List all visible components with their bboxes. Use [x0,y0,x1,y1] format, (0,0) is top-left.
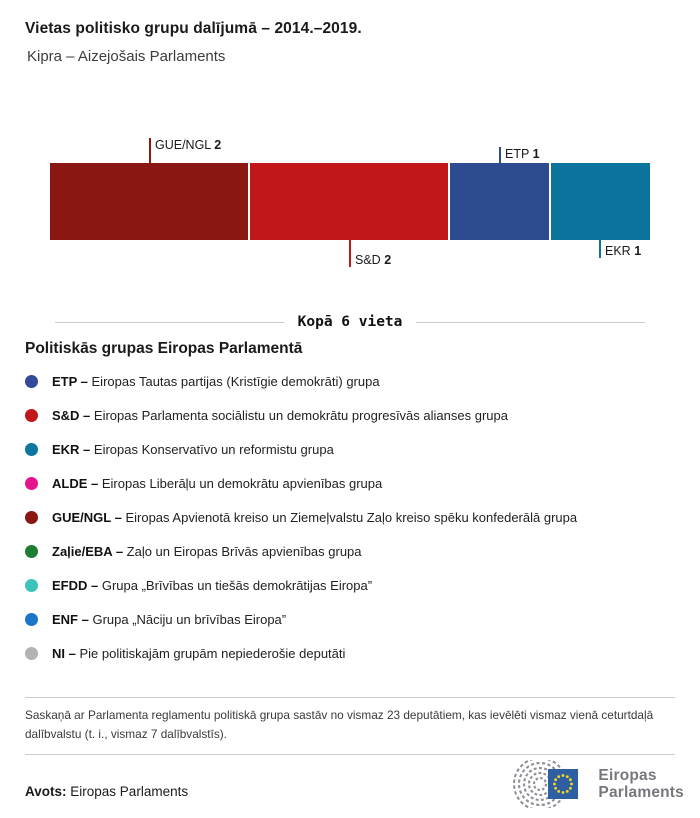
bar-segment-gue-ngl [50,163,248,240]
page-subtitle: Kipra – Aizejošais Parlaments [27,48,226,65]
total-seats-row [55,314,645,330]
total-seats-label: Kopā 6 vieta [297,314,403,330]
source-label: Avots: [25,784,67,799]
legend-item-text: ENF – Grupa „Nāciju un brīvības Eiropa” [52,611,287,627]
legend-item-text: Zaļie/EBA – Zaļo un Eiropas Brīvās apvienības grupa [52,543,362,559]
legend-item-s-d [25,398,685,432]
bar-segment-s-d [250,163,448,240]
legend-item-efdd [25,568,685,602]
bar-segment-etp [450,163,549,240]
callout-label-etp: ETP 1 [505,147,540,161]
logo-line1: Eiropas [598,766,657,784]
legend-item-text: EFDD – Grupa „Brīvības un tiešās demokrātijas Eiropa” [52,577,373,593]
legend-heading: Politiskās grupas Eiropas Parlamentā [25,340,303,357]
legend-item-text: GUE/NGL – Eiropas Apvienotā kreiso un Ziemeļvalstu Zaļo kreiso spēku konfederālā grupa [52,509,578,525]
legend-item-ni [25,636,685,670]
legend-color-dot [25,443,38,456]
legend-item-text: S&D – Eiropas Parlamenta sociālistu un demokrātu progresīvās alianses grupa [52,407,508,423]
legend-color-dot [25,375,38,388]
legend-color-dot [25,511,38,524]
logo-line2: Parlaments [598,784,684,801]
legend-color-dot [25,647,38,660]
legend-item-enf [25,602,685,636]
legend-item-etp [25,364,685,398]
legend-color-dot [25,477,38,490]
divider-line-right [416,322,645,323]
legend-list [25,364,685,670]
legend-item-alde [25,466,685,500]
source-value: Eiropas Parlaments [70,784,189,799]
callout-tick-gue-ngl [149,138,151,163]
callout-label-s-d: S&D 2 [355,253,392,267]
callout-tick-s-d [349,240,351,267]
seat-distribution-chart [0,130,700,280]
callout-tick-ekr [599,240,601,258]
legend-color-dot [25,409,38,422]
eu-flag [548,769,578,799]
legend-color-dot [25,613,38,626]
callout-label-gue-ngl: GUE/NGL 2 [155,138,222,152]
european-parliament-logo [510,760,684,808]
ep-hemicycle-flag-icon [510,760,590,808]
legend-item-text: EKR – Eiropas Konservatīvo un reformistu grupa [52,441,334,457]
seat-bar [50,163,650,240]
callout-label-ekr: EKR 1 [605,244,642,258]
legend-item-text: ALDE – Eiropas Liberāļu un demokrātu apvienības grupa [52,475,383,491]
legend-item-text: NI – Pie politiskajām grupām nepiederošie deputāti [52,645,346,661]
legend-color-dot [25,545,38,558]
legend-item-za-ie-eba [25,534,685,568]
bar-segment-ekr [551,163,650,240]
source-line [25,784,188,799]
callout-tick-etp [499,147,501,163]
logo-wordmark [598,767,684,802]
legend-item-gue-ngl [25,500,685,534]
legend-color-dot [25,579,38,592]
footnote: Saskaņā ar Parlamenta reglamentu politiskā grupa sastāv no vismaz 23 deputātiem, kas ievēlēti vismaz vienā ceturtdaļā dalībvalstu (t. i., vismaz 7 dalībvalstīs). [25,697,675,755]
legend-item-ekr [25,432,685,466]
legend-item-text: ETP – Eiropas Tautas partijas (Kristīgie demokrāti) grupa [52,373,380,389]
page-title: Vietas politisko grupu dalījumā – 2014.–2019. [25,20,362,37]
divider-line-left [55,322,284,323]
